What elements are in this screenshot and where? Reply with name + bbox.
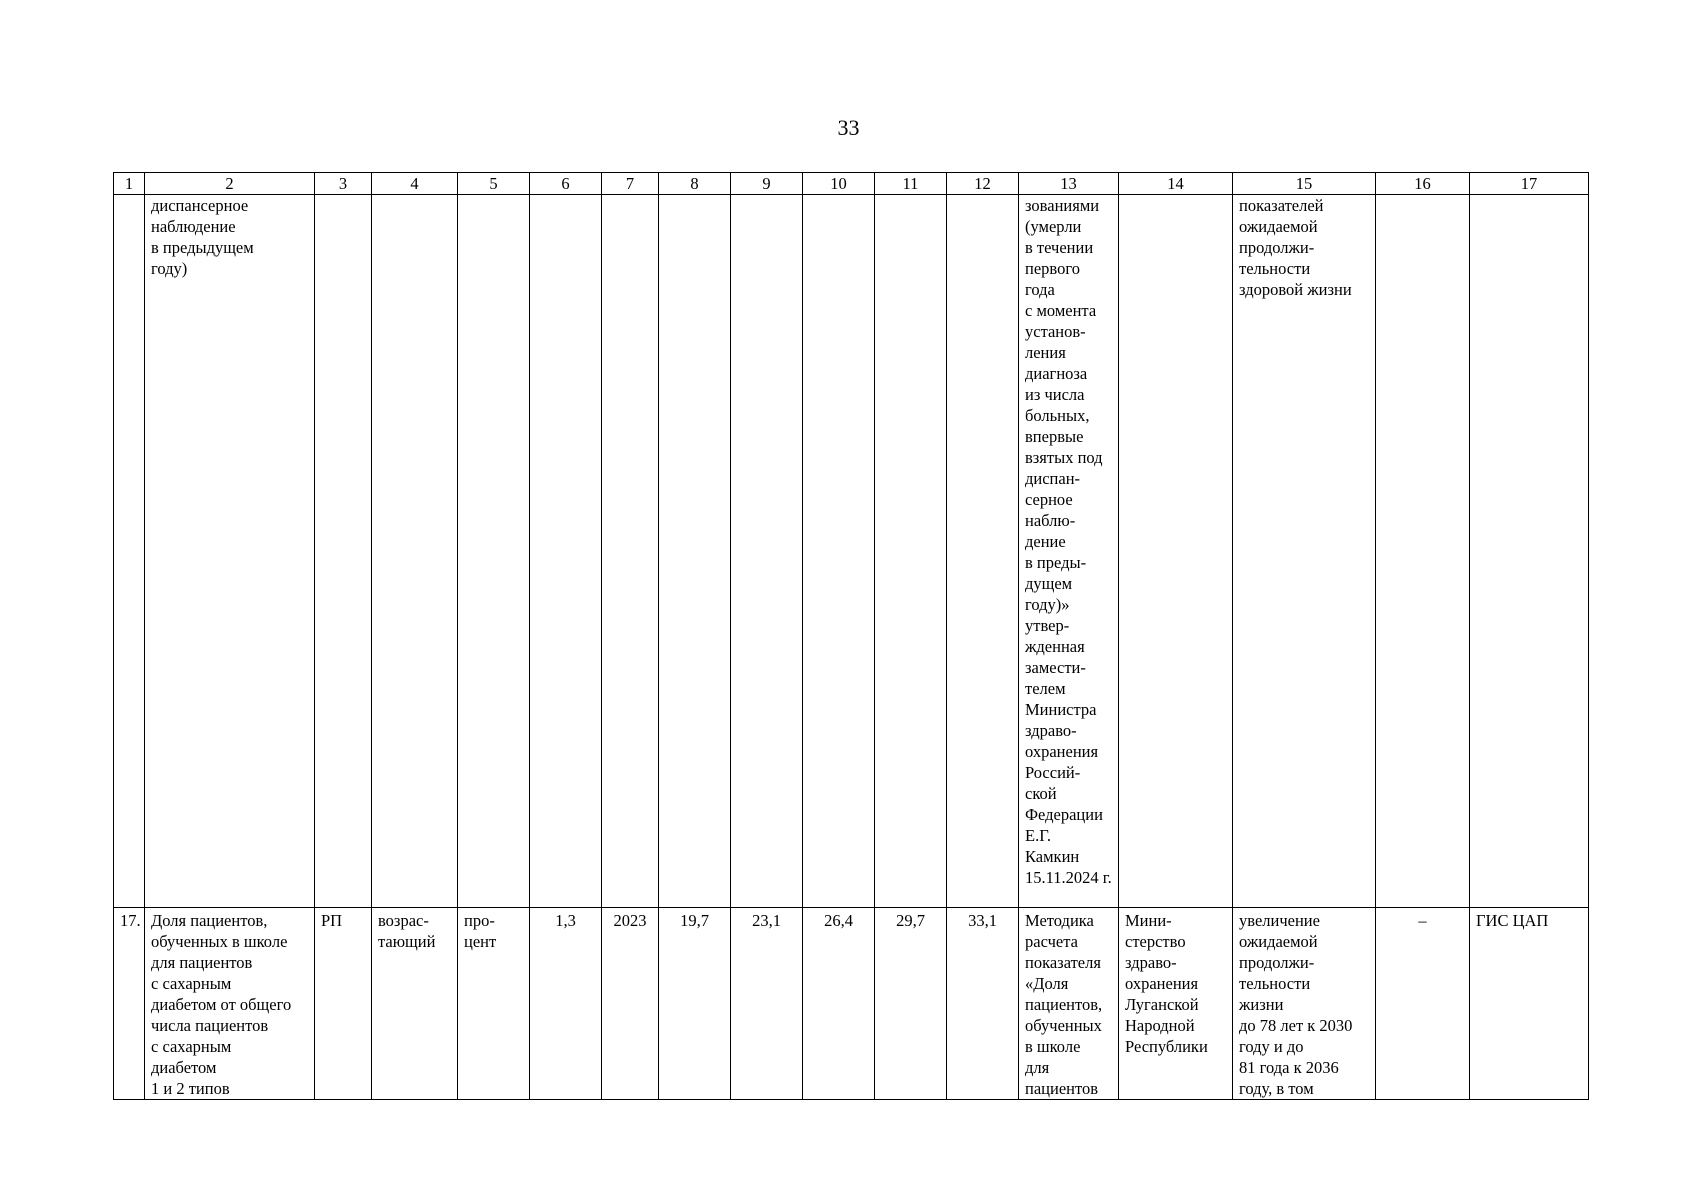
info-system-cell: ГИС ЦАП	[1470, 908, 1589, 1100]
column-number: 16	[1376, 173, 1470, 195]
column-number: 13	[1019, 173, 1119, 195]
table-cell	[315, 195, 372, 908]
table-cell	[731, 195, 803, 908]
methodology-cell: Методика расчета показателя «Доля пациентов, обученных в школе для пациентов	[1019, 908, 1119, 1100]
trend-cell: возрас- тающий	[372, 908, 458, 1100]
table-cell	[947, 195, 1019, 908]
column-number: 2	[145, 173, 315, 195]
table-cell	[458, 195, 530, 908]
base-year-cell: 2023	[602, 908, 659, 1100]
column-number: 6	[530, 173, 602, 195]
level-cell: РП	[315, 908, 372, 1100]
column-number: 11	[875, 173, 947, 195]
target-value-cell: 26,4	[803, 908, 875, 1100]
table-cell	[114, 195, 145, 908]
column-number: 9	[731, 173, 803, 195]
target-value-cell: 29,7	[875, 908, 947, 1100]
goal-link-cell: увеличение ожидаемой продолжи- тельности жизни до 78 лет к 2030 году и до 81 года к 2036 году, в том	[1233, 908, 1376, 1100]
indicator-name-cell: Доля пациентов, обученных в школе для пациентов с сахарным диабетом от общего числа пациентов с сахарным диабетом 1 и 2 типов	[145, 908, 315, 1100]
base-value-cell: 1,3	[530, 908, 602, 1100]
table-cell	[875, 195, 947, 908]
column-number: 3	[315, 173, 372, 195]
table-cell	[530, 195, 602, 908]
target-value-cell: 23,1	[731, 908, 803, 1100]
column-number: 14	[1119, 173, 1233, 195]
table-cell	[1376, 195, 1470, 908]
table-cell	[1119, 195, 1233, 908]
unit-cell: про- цент	[458, 908, 530, 1100]
column-number: 12	[947, 173, 1019, 195]
responsible-cell: Мини- стерство здраво- охранения Луганской Народной Республики	[1119, 908, 1233, 1100]
indicators-table	[113, 172, 1589, 1100]
row-number-cell: 17.	[114, 908, 145, 1100]
target-value-cell: 33,1	[947, 908, 1019, 1100]
column-number: 15	[1233, 173, 1376, 195]
column-number: 7	[602, 173, 659, 195]
goal-link-cell: показателей ожидаемой продолжи- тельности здоровой жизни	[1233, 195, 1376, 908]
table-cell	[659, 195, 731, 908]
methodology-cell: зованиями (умерли в течении первого года с момента установ- ления диагноза из числа больных, впервые взятых под диспан- серное наблю- дение в преды- дущем году)» утвер- жденная замести- телем Министра здраво- охранения Россий- ской Федерации Е.Г. Камкин 15.11.2024 г.	[1019, 195, 1119, 908]
column-number: 17	[1470, 173, 1589, 195]
table-cell	[1470, 195, 1589, 908]
table-cell: –	[1376, 908, 1470, 1100]
column-number: 1	[114, 173, 145, 195]
table-row-17	[114, 908, 1589, 1100]
column-number: 5	[458, 173, 530, 195]
page-number: 33	[837, 115, 860, 140]
table-cell	[803, 195, 875, 908]
column-number: 10	[803, 173, 875, 195]
target-value-cell: 19,7	[659, 908, 731, 1100]
column-number: 8	[659, 173, 731, 195]
table-cell	[372, 195, 458, 908]
table-cell	[602, 195, 659, 908]
indicator-name-cell: диспансерное наблюдение в предыдущем году)	[145, 195, 315, 908]
column-number: 4	[372, 173, 458, 195]
column-number-row	[114, 173, 1589, 195]
table-row-continuation	[114, 195, 1589, 908]
